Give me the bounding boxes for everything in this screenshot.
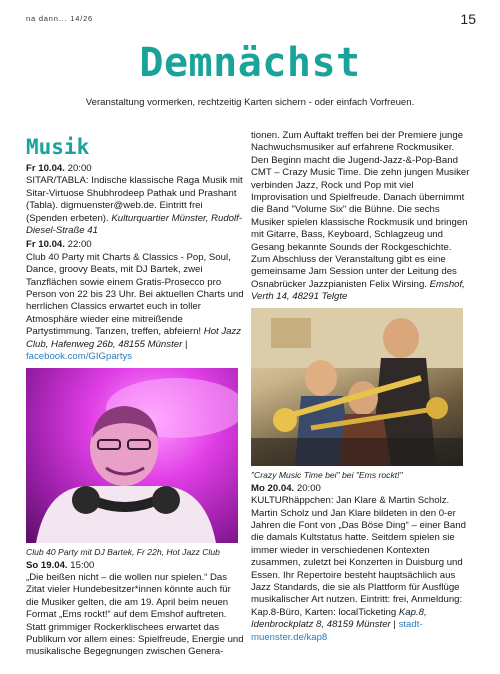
- dj-photo-illustration: [26, 368, 238, 543]
- event-sitar-tabla: [26, 163, 244, 237]
- section-heading-musik: Musik: [26, 135, 90, 159]
- separator: |: [393, 619, 396, 631]
- page-number: 15: [460, 11, 476, 27]
- band-photo-illustration: [251, 308, 463, 466]
- photo-caption: Club 40 Party mit DJ Bartek, Fr 22h, Hot Jazz Club: [26, 546, 220, 557]
- event-date: Fr 10.04.: [26, 239, 65, 251]
- dj-photo: [26, 368, 238, 543]
- page-subtitle: Veranstaltung vormerken, rechtzeitig Karten sichern - oder einfach Vorfreuen.: [85, 97, 415, 108]
- event-text: Club 40 Party mit Charts & Classics - Pop, Soul, Dance, groovy Beats, mit DJ Bartek, zwei Tanzflächen sowie einem Gratis-Prosecco pro Person von 22 bis 23 Uhr. Bei aktuellen Charts und herrlichen Classics erwartet euch in toller Atmosphäre wieder eine mitreißende Partystimmung. Tanzen, treffen, abfeiern!: [26, 251, 244, 338]
- event-kulturhaeppchen: [251, 483, 473, 644]
- event-date: Fr 10.04.: [26, 163, 65, 174]
- event-ems-rockt: [26, 560, 244, 659]
- event-time: 20:00: [67, 163, 92, 174]
- event-text: KULTURhäppchen: Jan Klare & Martin Scholz. Martin Scholz und Jan Klare bildeten in den 0-er Jahren die Font von „Das Böse Ding“ – einer Band die damals Kultstatus hatte. Seitdem spielen sie immer wieder in verschiedenen Kontexten zusammen, zuletzt bei Konzerten in Duisburg und Essen. Ihr Repertoire besteht hauptsächlich aus Jazz Standards, die sie als Plattform für Ausflüge musikalischer Art nutzen. Eintritt: frei, Anmeldung: Kap.8-Büro, Karten: localTicketing: [251, 495, 466, 618]
- page-title: Demnächst: [139, 40, 361, 86]
- event-time: 20:00: [296, 482, 321, 494]
- event-date: So 19.04.: [26, 559, 68, 571]
- event-venue: Emshof, Verth 14, 48291 Telgte: [251, 278, 465, 303]
- event-text: tionen. Zum Auftakt treffen bei der Premiere junge Nachwuchsmusiker auf erfahrene Rockmusiker. Den Beginn macht die Jugend-Jazz-&-Pop-Band CMT – Crazy Music Time. Die zehn jungen Musiker verbinden Jazz, Rock und Pop mit viel Improvisation und Spielfreude. Danach übernimmt die Band "Volume Six" die Bühne. Die sechs Musiker spielen klassische Rockmusik und bringen mit Gitarre, Bass, Keyboard, Schlagzeug und Gesang bekannte Sounds der Rockgeschichte. Zum Abschluss der Veranstaltung gibt es eine gemeinsame Jam Session unter der Leitung des Osnabrücker Jazzpianisten Felix Wirsing.: [251, 130, 470, 290]
- event-text: „Die beißen nicht – die wollen nur spielen.“ Das Zitat vieler Hundebesitzer*innen könnte auch für die Musiker gelten, die am 19. April beim neuen Format „Ems rockt!“ auf dem Emshof auftreten. Statt grimmiger Rockerklischees erwartet das Publikum vor allem eines: Spielfreude, Energie und musikalische Begegnungen zwischen Genera-: [26, 571, 244, 658]
- event-venue: Hot Jazz Club, Hafenweg 26b, 48155 Münster: [26, 326, 242, 350]
- event-time: 22:00: [67, 239, 92, 251]
- facebook-link[interactable]: facebook.com/GIGpartys: [26, 351, 133, 363]
- event-time: 15:00: [70, 559, 95, 571]
- band-photo: [251, 308, 463, 466]
- stadt-muenster-link[interactable]: stadt-muenster.de/kap8: [251, 619, 423, 643]
- photo-caption: "Crazy Music Time bei" bei "Ems rockt!": [251, 469, 403, 480]
- event-date: Mo 20.04.: [251, 482, 295, 494]
- event-venue: Kap.8, Idenbrockplatz 8, 48159 Münster: [251, 606, 427, 631]
- separator: |: [184, 338, 188, 350]
- right-column: [251, 130, 473, 644]
- event-ems-rockt-continued: [251, 130, 473, 304]
- event-venue: Kulturquartier Münster, Rudolf-Diesel-Straße 41: [26, 212, 242, 237]
- event-text: SITAR/TABLA: Indische klassische Raga Musik mit Sitar-Virtuose Shubhrodeep Pathak und Prashant (Tabla). digmuenster@web.de. Eintritt frei (Spenden erbeten).: [26, 175, 243, 224]
- issue-label: na dann... 14/26: [26, 14, 94, 23]
- left-column: [26, 130, 244, 659]
- event-club40-party: [26, 239, 244, 363]
